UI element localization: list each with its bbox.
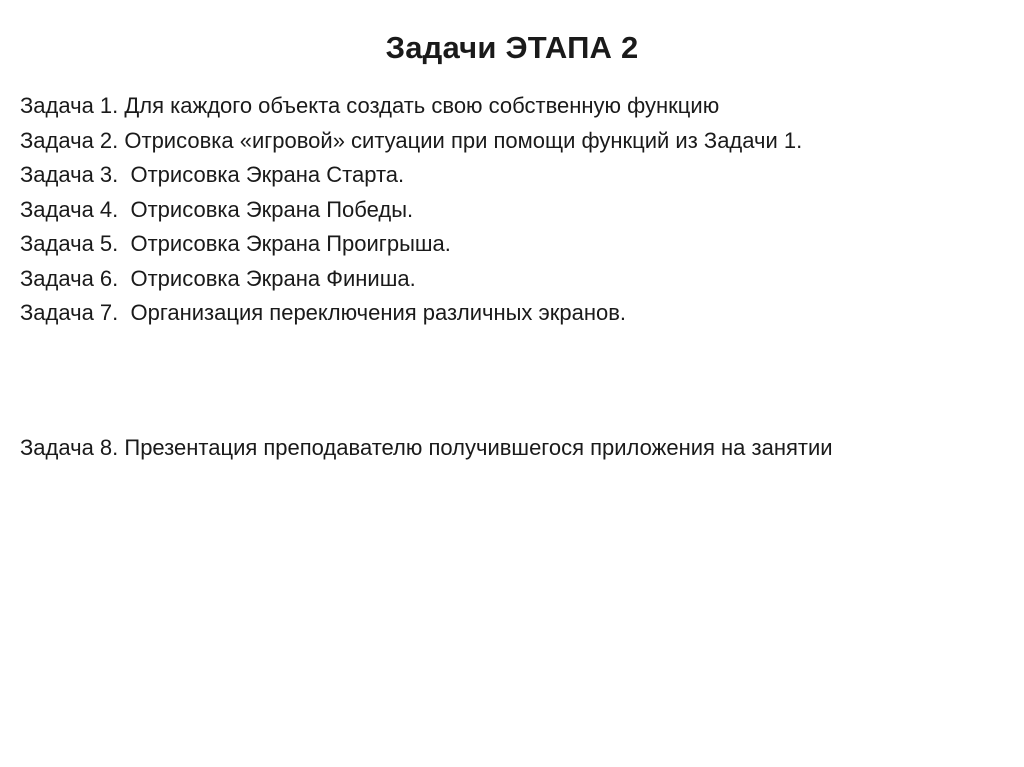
task-list xyxy=(20,89,1010,331)
task-item-4: Задача 4. Отрисовка Экрана Победы. xyxy=(20,196,414,222)
task-item-5: Задача 5. Отрисовка Экрана Проигрыша. xyxy=(20,231,451,256)
task-item-1: Задача 1. Для каждого объекта создать свою собственную функцию xyxy=(20,93,720,118)
task-item-2: Задача 2. Отрисовка «игровой» ситуации при помощи функций из Задачи 1. xyxy=(20,127,803,153)
task-item-6: Задача 6. Отрисовка Экрана Финиша. xyxy=(20,265,416,291)
task-item-7: Задача 7. Организация переключения различных экранов. xyxy=(20,300,627,325)
task-item-3: Задача 3. Отрисовка Экрана Старта. xyxy=(20,162,405,187)
task-item-8: Задача 8. Презентация преподавателю получившегося приложения на занятии xyxy=(20,435,833,460)
slide-title: Задачи ЭТАПА 2 xyxy=(385,30,639,65)
